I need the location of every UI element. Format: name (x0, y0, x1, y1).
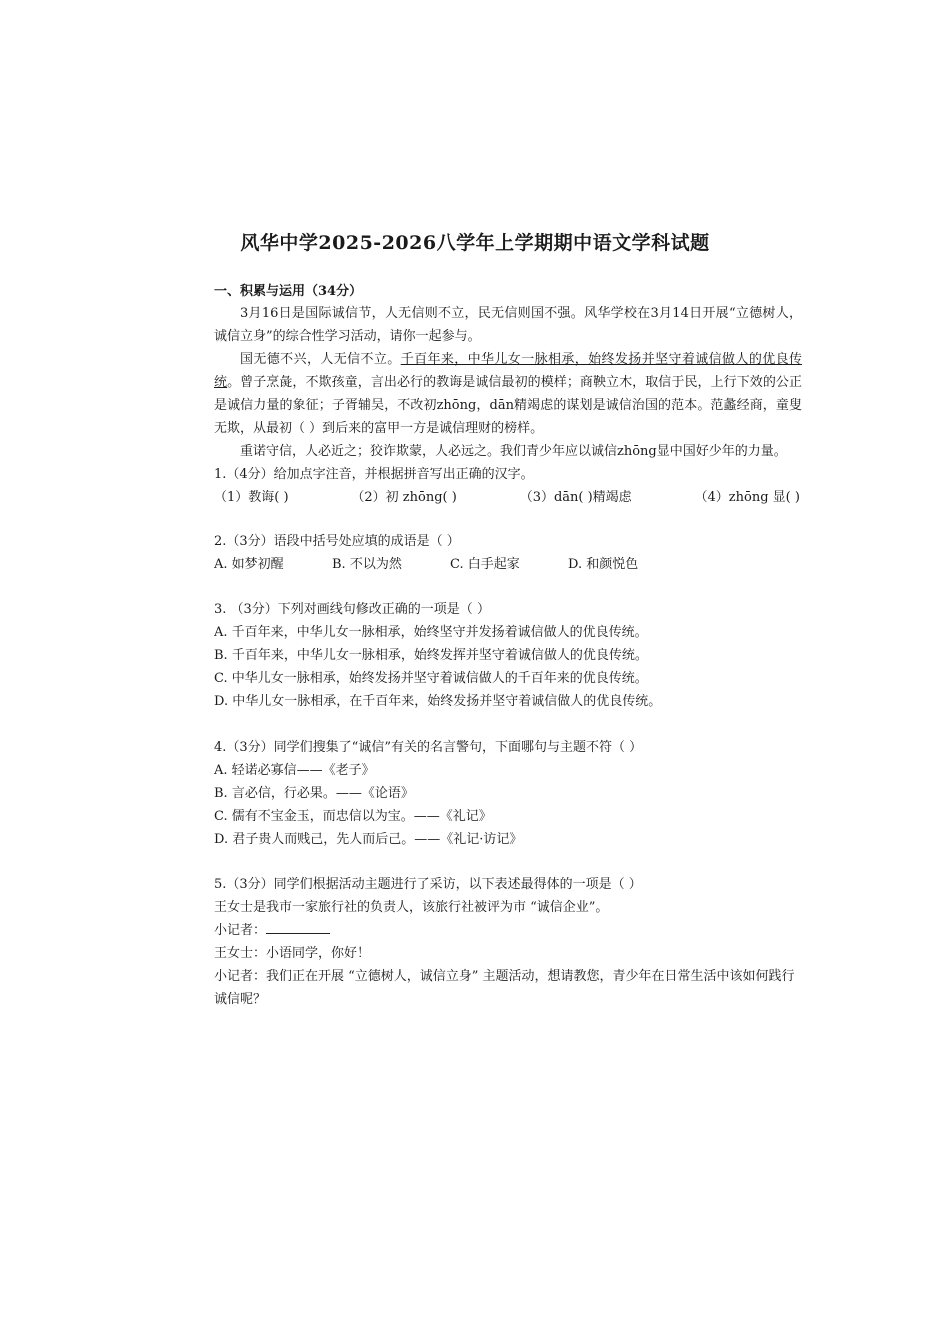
question-1-item[interactable]: （4）zhōng 显( ) (694, 490, 800, 505)
question-1-stem: 1.（4分）给加点字注音，并根据拼音写出正确的汉字。 (214, 467, 534, 482)
question-5-stem: 5.（3分）同学们根据活动主题进行了采访，以下表述最得体的一项是（ ） (214, 877, 642, 892)
question-2-options (214, 553, 802, 576)
option-d[interactable]: D. 君子贵人而贱己，先人而后己。——《礼记·访记》 (214, 832, 523, 847)
question-1-items (214, 486, 800, 509)
option-a[interactable]: A. 如梦初醒 (214, 557, 284, 572)
exam-title: 风华中学2025-2026八学年上学期期中语文学科试题 (240, 232, 710, 254)
intro-paragraph-2 (214, 348, 802, 440)
question-3-stem: 3. （3分）下列对画线句修改正确的一项是（ ） (214, 602, 490, 617)
underlined-sentence: 千百年来，中华儿女一脉相承，始终发扬并坚守着诚信做人的优良传统 (214, 352, 802, 390)
question-1-item[interactable]: （2）初 zhōng( ) (351, 490, 457, 505)
option-c[interactable]: C. 儒有不宝金玉，而忠信以为宝。——《礼记》 (214, 809, 492, 824)
option-c[interactable]: C. 白手起家 (450, 557, 520, 572)
question-2-stem: 2.（3分）语段中括号处应填的成语是（ ） (214, 534, 460, 549)
question-5 (214, 873, 802, 1011)
option-d[interactable]: D. 和颜悦色 (568, 557, 639, 572)
paragraph-2-rest: 。曾子烹彘，不欺孩童，言出必行的教诲是诚信最初的模样；商鞅立木，取信于民，上行下效的公正是诚信力量的象征；子胥辅吴，不改初zhōng，dān精竭虑的谋划是诚信治国的范本。范蠡经商，童叟无欺，从最初（ ）到后来的富甲一方是诚信理财的榜样。 (214, 375, 802, 436)
option-b[interactable]: B. 言必信，行必果。——《论语》 (214, 786, 414, 801)
option-d[interactable]: D. 中华儿女一脉相承，在千百年来，始终发扬并坚守着诚信做人的优良传统。 (214, 694, 662, 709)
intro-paragraph-3: 重诺守信，人必近之；狡诈欺蒙，人必远之。我们青少年应以诚信zhōng显中国好少年的力量。 (240, 444, 787, 459)
reporter-label: 小记者： (214, 923, 267, 938)
answer-blank[interactable] (266, 919, 330, 934)
question-1-item[interactable]: （3）dān( )精竭虑 (519, 490, 632, 505)
question-5-context: 王女士是我市一家旅行社的负责人，该旅行社被评为市 “诚信企业”。 (214, 900, 609, 915)
option-a[interactable]: A. 轻诺必寡信——《老子》 (214, 763, 375, 778)
question-1-item[interactable]: （1）教诲( ) (214, 490, 289, 505)
question-1 (214, 463, 802, 509)
lady-reply: 王女士：小语同学，你好！ (214, 946, 371, 961)
question-3 (214, 598, 802, 713)
paragraph-2-lead: 国无德不兴，人无信不立。 (240, 352, 401, 367)
question-2 (214, 530, 802, 576)
option-a[interactable]: A. 千百年来，中华儿女一脉相承，始终坚守并发扬着诚信做人的优良传统。 (214, 625, 648, 640)
option-b[interactable]: B. 不以为然 (332, 557, 402, 572)
reporter-blank-line (214, 919, 802, 942)
reporter-question: 小记者：我们正在开展 “立德树人，诚信立身” 主题活动，想请教您，青少年在日常生活中该如何践行诚信呢？ (214, 969, 795, 1007)
section-heading: 一、积累与运用（34分） (214, 284, 363, 299)
option-b[interactable]: B. 千百年来，中华儿女一脉相承，始终发挥并坚守着诚信做人的优良传统。 (214, 648, 648, 663)
question-4 (214, 736, 802, 851)
intro-passage (214, 302, 802, 463)
intro-paragraph-1: 3月16日是国际诚信节，人无信则不立，民无信则国不强。风华学校在3月14日开展“立德树人，诚信立身”的综合性学习活动，请你一起参与。 (214, 306, 802, 344)
option-c[interactable]: C. 中华儿女一脉相承，始终发扬并坚守着诚信做人的千百年来的优良传统。 (214, 671, 648, 686)
question-4-stem: 4.（3分）同学们搜集了“诚信”有关的名言警句，下面哪句与主题不符（ ） (214, 740, 643, 755)
